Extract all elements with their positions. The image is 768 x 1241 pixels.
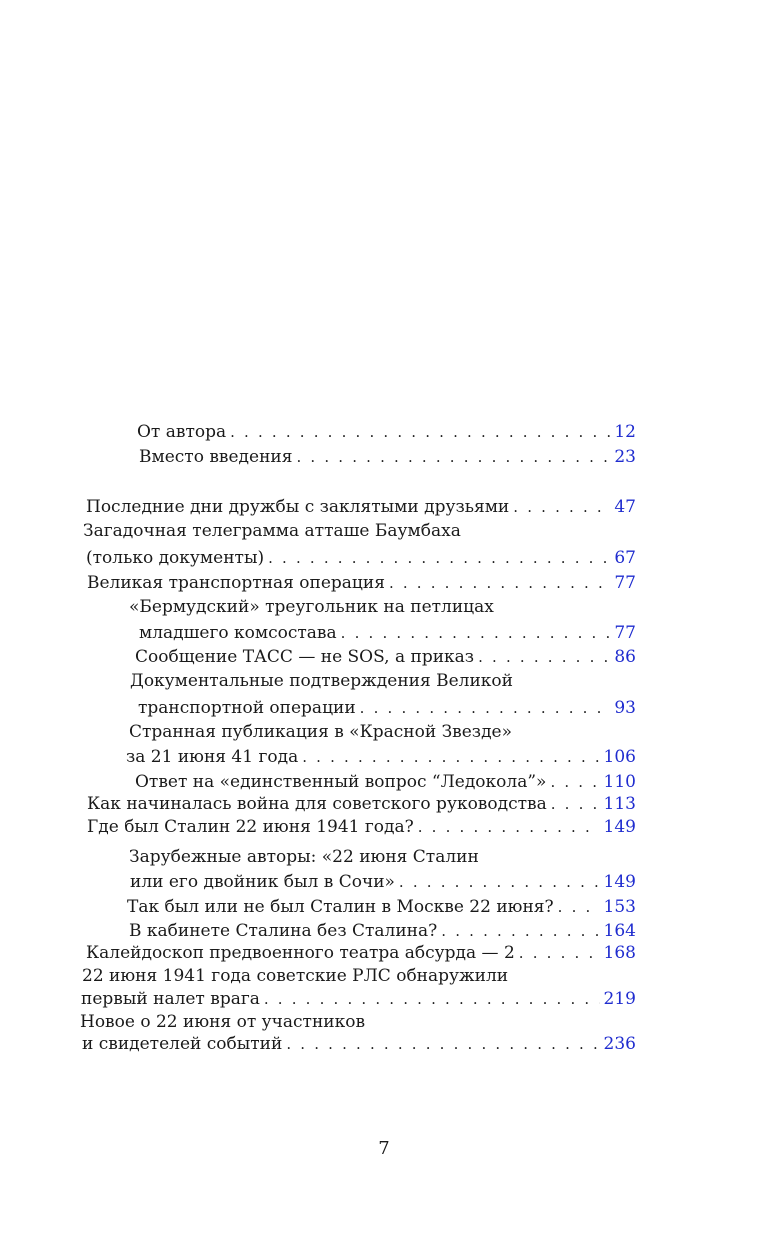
dot-leader: [389, 571, 610, 595]
toc-entry-page: 149: [603, 872, 636, 892]
toc-entry-title: Так был или не был Сталин в Москве 22 июня?: [127, 897, 554, 917]
toc-entry-title: и свидетелей событий: [82, 1034, 283, 1054]
toc-entry-title: Калейдоскоп предвоенного театра абсурда — 2: [86, 943, 515, 963]
toc-entry-title: Странная публикация в «Красной Звезде»: [129, 722, 512, 742]
toc-entry-title: Последние дни дружбы с заклятыми друзьями: [86, 497, 510, 517]
toc-entry-title-line: [129, 845, 479, 869]
toc-entry-title: Ответ на «единственный вопрос “Ледокола”»: [135, 772, 547, 792]
toc-entry-title-line: [130, 669, 513, 693]
toc-entry[interactable]: [87, 792, 636, 816]
dot-leader: [341, 621, 611, 645]
toc-entry-page: 93: [614, 698, 636, 718]
dot-leader: [418, 815, 600, 839]
toc-entry-title: первый налет врага: [81, 989, 260, 1009]
dot-leader: [296, 445, 610, 469]
toc-entry-title-line: [83, 519, 461, 543]
toc-entry-page: 164: [603, 921, 636, 941]
toc-entry-title: (только документы): [86, 548, 265, 568]
toc-entry-page: 77: [614, 573, 636, 593]
dot-leader: [513, 495, 610, 519]
toc-entry-title: Документальные подтверждения Великой: [130, 671, 513, 691]
toc-entry-title: Вместо введения: [139, 447, 293, 467]
toc-entry[interactable]: [126, 745, 636, 769]
toc-entry-title-line: [80, 1010, 365, 1034]
toc-entry-page: 12: [614, 422, 636, 442]
toc-entry[interactable]: [127, 895, 636, 919]
toc-entry-title: Новое о 22 июня от участников: [80, 1012, 366, 1032]
dot-leader: [550, 770, 599, 794]
toc-entry-page: 110: [603, 772, 636, 792]
toc-entry-title: «Бермудский» треугольник на петлицах: [129, 597, 494, 617]
toc-entry-title: транспортной операции: [138, 698, 356, 718]
toc-entry-title: В кабинете Сталина без Сталина?: [129, 921, 438, 941]
dot-leader: [268, 546, 610, 570]
dot-leader: [302, 745, 599, 769]
toc-entry-title: Сообщение ТАСС — не SOS, а приказ: [135, 647, 475, 667]
toc-entry-title-line: [82, 964, 508, 988]
toc-entry[interactable]: [81, 987, 636, 1011]
toc-entry-title: Загадочная телеграмма атташе Баумбаха: [83, 521, 461, 541]
toc-entry[interactable]: [137, 420, 636, 444]
toc-entry[interactable]: [135, 645, 636, 669]
toc-entry[interactable]: [86, 546, 636, 570]
toc-entry-title: Великая транспортная операция: [87, 573, 385, 593]
toc-entry-title: Зарубежные авторы: «22 июня Сталин: [129, 847, 479, 867]
toc-entry[interactable]: [82, 1032, 636, 1056]
toc-entry-page: 67: [614, 548, 636, 568]
toc-entry-page: 236: [603, 1034, 636, 1054]
toc-entry[interactable]: [129, 919, 636, 943]
dot-leader: [399, 870, 600, 894]
toc-entry-title: 22 июня 1941 года советские РЛС обнаружили: [82, 966, 509, 986]
toc-entry-title: Где был Сталин 22 июня 1941 года?: [87, 817, 414, 837]
dot-leader: [360, 696, 611, 720]
toc-entry-page: 106: [603, 747, 636, 767]
toc-entry-page: 23: [614, 447, 636, 467]
toc-entry-page: 77: [614, 623, 636, 643]
toc-entry[interactable]: [139, 445, 636, 469]
toc-entry-page: 219: [603, 989, 636, 1009]
toc-entry-title: или его двойник был в Сочи»: [130, 872, 395, 892]
toc-entry-page: 153: [603, 897, 636, 917]
dot-leader: [551, 792, 600, 816]
toc-entry-title: младшего комсостава: [139, 623, 337, 643]
dot-leader: [264, 987, 600, 1011]
toc-entry[interactable]: [130, 870, 636, 894]
toc-entry-page: 47: [614, 497, 636, 517]
toc-entry[interactable]: [87, 815, 636, 839]
toc-entry[interactable]: [139, 621, 636, 645]
toc-entry-title: От автора: [137, 422, 227, 442]
toc-entry[interactable]: [86, 495, 636, 519]
toc-entry-title-line: [129, 595, 494, 619]
page-number: 7: [378, 1138, 390, 1159]
toc-entry-page: 168: [603, 943, 636, 963]
dot-leader: [286, 1032, 599, 1056]
dot-leader: [478, 645, 610, 669]
dot-leader: [230, 420, 610, 444]
toc-entry[interactable]: [135, 770, 636, 794]
toc-entry[interactable]: [86, 941, 636, 965]
toc-entry[interactable]: [87, 571, 636, 595]
dot-leader: [441, 919, 599, 943]
toc-entry[interactable]: [138, 696, 636, 720]
dot-leader: [519, 941, 600, 965]
toc-entry-page: 86: [614, 647, 636, 667]
toc-entry-title: за 21 июня 41 года: [126, 747, 299, 767]
toc-entry-page: 113: [603, 794, 636, 814]
toc-entry-title: Как начиналась война для советского руководства: [87, 794, 547, 814]
toc-entry-title-line: [129, 720, 512, 744]
dot-leader: [558, 895, 600, 919]
toc-entry-page: 149: [603, 817, 636, 837]
